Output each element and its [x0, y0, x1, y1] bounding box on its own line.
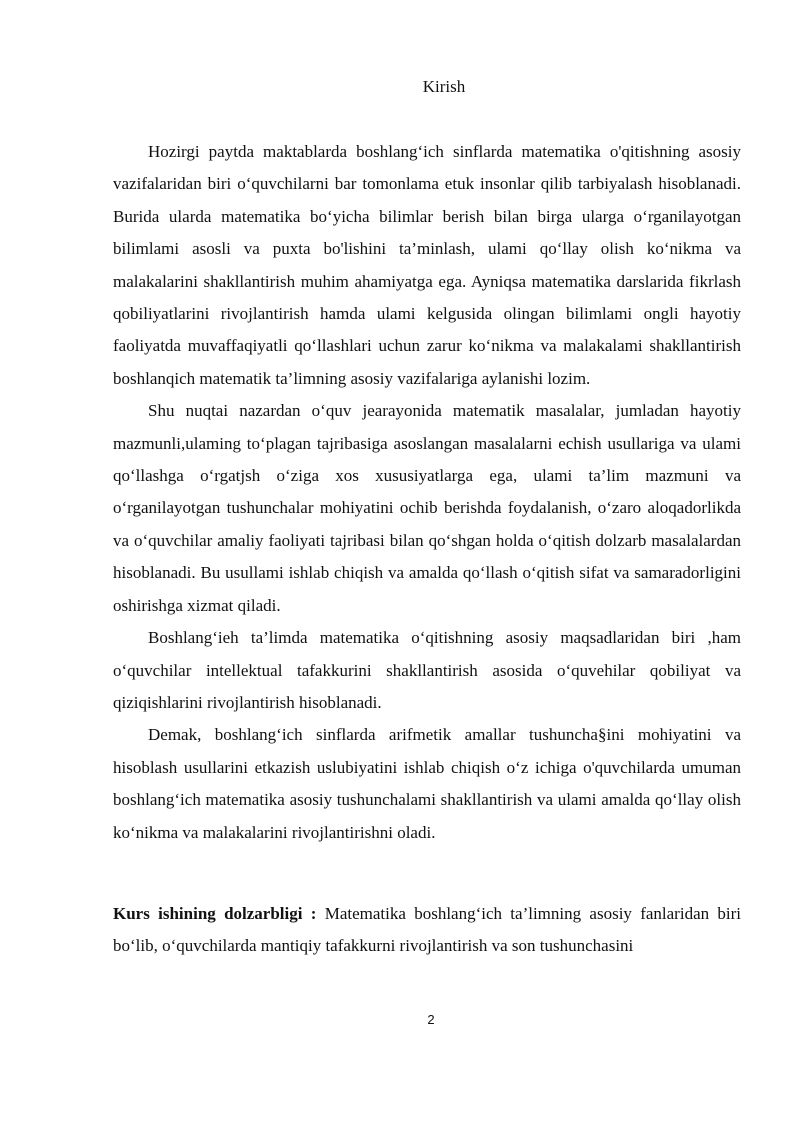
- paragraph-3: Boshlang‘ieh ta’limda matematika o‘qitishning asosiy maqsadlaridan biri ,ham o‘quvchilar intellektual tafakkurini shakllantirish asosida o‘quvehilar qobiliyat va qiziqishlarini rivojlantirish hisoblanadi.: [113, 628, 741, 712]
- section-title: Kirish: [422, 77, 466, 96]
- paragraph-2: Shu nuqtai nazardan o‘quv jearayonida matematik masalalar, jumladan hayotiy mazmunli,ulaming to‘plagan tajribasiga asoslangan masalalarni echish usullariga va ulami qo‘llashga o‘rgatjsh o‘ziga xos xususiyatlarga ega, ulami ta’lim mazmuni va o‘rganilayotgan tushunchalar mohiyatini ochib berishda foydalanish, o‘zaro aloqadorlikda va o‘quvchilar amaliy faoliyati tajribasi bilan qo‘shgan holda o‘qitish dolzarb masalalardan hisoblanadi. Bu usullami ishlab chiqish va amalda qo‘llash o‘qitish sifat va samaradorligini oshirishga xizmat qiladi.: [113, 401, 741, 615]
- paragraph-4: Demak, boshlang‘ich sinflarda arifmetik amallar tushuncha§ini mohiyatini va hisoblash usullarini etkazish uslubiyatini ishlab chiqish o‘z ichiga o'quvchilarda umuman boshlang‘ich matematika asosiy tushunchalami shakllantirish va ulami amalda qo‘llay olish ko‘nikma va malakalarini rivojlantirishni oladi.: [113, 725, 741, 842]
- relevance-paragraph: [113, 898, 741, 963]
- relevance-label: Kurs ishining dolzarbligi :: [113, 904, 317, 923]
- relevance-text: Matematika boshlang‘ich ta’limning asosiy fanlaridan biri bo‘lib, o‘quvchilarda mantiqiy tafakkurni rivojlantirish va son tushunchasini: [113, 904, 742, 956]
- page-number: 2: [427, 1012, 435, 1027]
- body-text: [113, 136, 741, 849]
- paragraph-1: Hozirgi paytda maktablarda boshlang‘ich sinflarda matematika o'qitishning asosiy vazifalaridan biri o‘quvchilarni bar tomonlama etuk insonlar qilib tarbiyalash hisoblanadi. Burida ularda matematika bo‘yicha bilimlar berish bilan birga ularga o‘rganilayotgan bilimlami asosli va puxta bo'lishini ta’minlash, ulami qo‘llay olish ko‘nikma va malakalarini shakllantirish muhim ahamiyatga ega. Ayniqsa matematika darslarida fikrlash qobiliyatlarini rivojlantirish hamda ulami kelgusida olingan bilimlami ongli hayotiy faoliyatda muvaffaqiyatli qo‘llashlari uchun zarur ko‘nikma va malakalami shakllantirish boshlanqich matematik ta’limning asosiy vazifalariga aylanishi lozim.: [113, 142, 741, 388]
